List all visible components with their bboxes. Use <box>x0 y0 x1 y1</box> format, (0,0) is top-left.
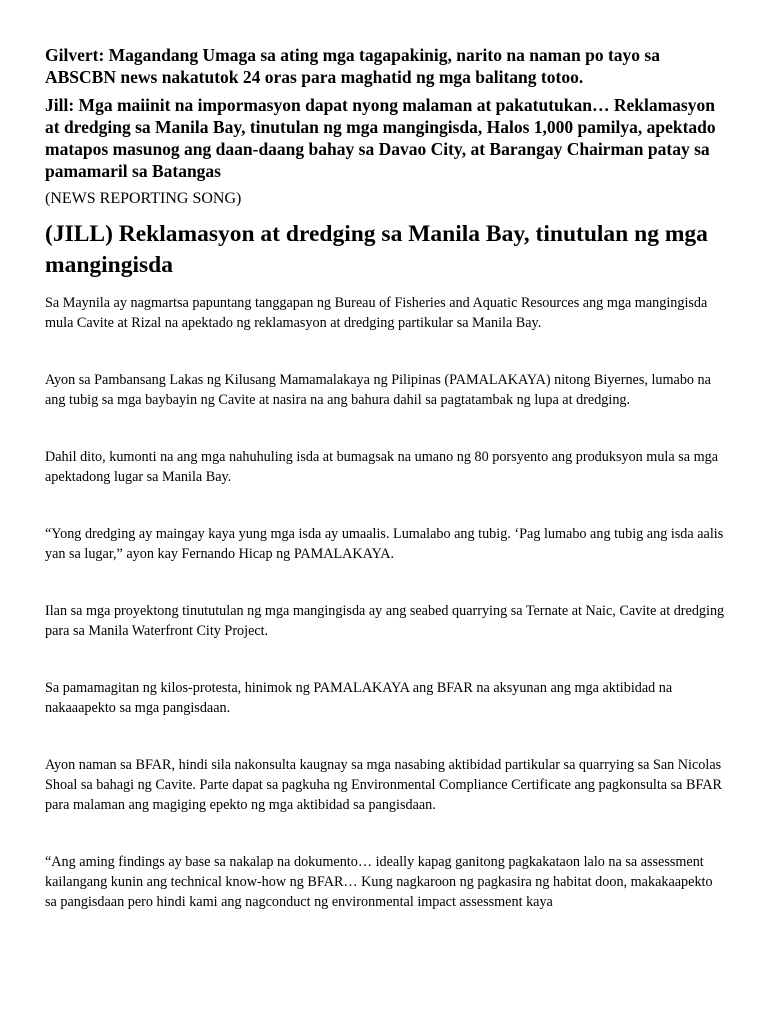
speaker-label: Jill: <box>45 95 75 115</box>
body-paragraph: Dahil dito, kumonti na ang mga nahuhuling isda at bumagsak na umano ng 80 porsyento ang produksyon mula sa mga apektadong lugar sa Manila Bay. <box>45 449 719 485</box>
body-paragraph: Sa Maynila ay nagmartsa papuntang tanggapan ng Bureau of Fisheries and Aquatic Resources ang mga mangingisda mula Cavite at Rizal na apektado ng reklamasyon at dredging partikular sa Manila Bay. <box>45 295 708 331</box>
dialogue-text: Magandang Umaga sa ating mga tagapakinig, narito na naman po tayo sa ABSCBN news nakatutok 24 oras para maghatid ng mga balitang totoo. <box>45 45 660 87</box>
body-paragraph: Ayon sa Pambansang Lakas ng Kilusang Mamamalakaya ng Pilipinas (PAMALAKAYA) nitong Biyernes, lumabo na ang tubig sa mga baybayin ng Cavite at nasira na ang bahura dahil sa pagtatambak ng lupa at dredging. <box>45 372 711 408</box>
dialogue-jill <box>45 94 725 182</box>
body-paragraph: Sa pamamagitan ng kilos-protesta, hinimok ng PAMALAKAYA ang BFAR na aksyunan ang mga aktibidad na nakaaapekto sa mga pangisdaan. <box>45 680 673 716</box>
song-cue: (NEWS REPORTING SONG) <box>45 190 242 207</box>
body-paragraph: “Yong dredging ay maingay kaya yung mga isda ay umaalis. Lumalabo ang tubig. ‘Pag lumabo ang tubig ang isda aalis yan sa lugar,” ayon kay Fernando Hicap ng PAMALAKAYA. <box>45 526 724 562</box>
news-headline: (JILL) Reklamasyon at dredging sa Manila Bay, tinutulan ng mga mangingisda <box>45 221 708 278</box>
speaker-label: Gilvert: <box>45 45 105 65</box>
dialogue-gilvert <box>45 44 725 88</box>
body-paragraph: Ilan sa mga proyektong tinututulan ng mga mangingisda ay ang seabed quarrying sa Ternate at Naic, Cavite at dredging para sa Manila Waterfront City Project. <box>45 603 725 639</box>
body-paragraph: “Ang aming findings ay base sa nakalap na dokumento… ideally kapag ganitong pagkakataon lalo na sa assessment kailangang kunin ang technical know-how ng BFAR… Kung nagkaroon ng pagkasira ng habitat doon, makakaapekto sa pangisdaan pero hindi kami ang nagconduct ng environmental impact assessment kaya <box>45 854 713 910</box>
dialogue-text: Mga maiinit na impormasyon dapat nyong malaman at pakatutukan… Reklamasyon at dredging sa Manila Bay, tinutulan ng mga mangingisda, Halos 1,000 pamilya, apektado matapos masunog ang daan-daang bahay sa Davao City, at Barangay Chairman patay sa pamamaril sa Batangas <box>45 95 716 181</box>
body-paragraph: Ayon naman sa BFAR, hindi sila nakonsulta kaugnay sa mga nasabing aktibidad partikular sa quarrying sa San Nicolas Shoal sa bahagi ng Cavite. Parte dapat sa pagkuha ng Environmental Compliance Certificate ang pagkonsulta sa BFAR para malaman ang magiging epekto ng mga aktibidad sa pangisdaan. <box>45 757 723 813</box>
document-page <box>45 44 725 949</box>
